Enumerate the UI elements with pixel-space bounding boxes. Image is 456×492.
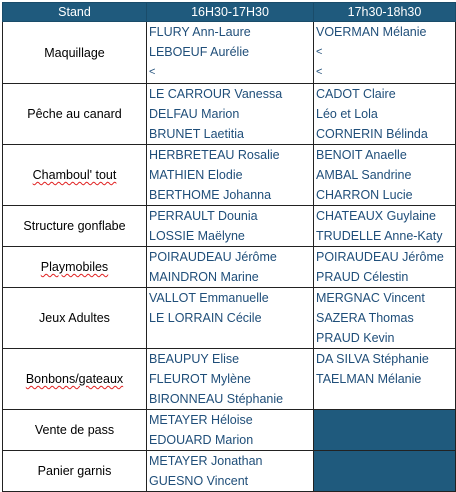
volunteer-name: CORNERIN Bélinda	[316, 127, 428, 141]
volunteer-name: POIRAUDEAU Jérôme	[316, 250, 444, 264]
volunteer-schedule-table	[2, 2, 456, 492]
table-row	[3, 206, 456, 247]
volunteer-name: BERTHOME Johanna	[149, 188, 272, 202]
slot-2-cell	[314, 84, 456, 145]
slot-1-cell	[147, 84, 314, 145]
slot-1-cell	[147, 349, 314, 410]
stand-name-text: Playmobiles	[40, 260, 109, 274]
volunteer-name: Léo et Lola	[316, 107, 378, 121]
volunteer-name: LE LORRAIN Cécile	[149, 311, 262, 325]
header-slot-2: 17h30-18h30	[314, 3, 456, 22]
volunteer-name: LE CARROUR Vanessa	[149, 87, 283, 101]
volunteer-name: BRUNET Laetitia	[149, 127, 244, 141]
stand-name: Jeux Adultes	[3, 288, 147, 349]
slot-1-cell	[147, 451, 314, 492]
volunteer-name: BIRONNEAU Stéphanie	[149, 392, 284, 406]
stand-name	[3, 349, 147, 410]
volunteer-name: MATHIEN Elodie	[149, 168, 243, 182]
volunteer-name: <	[316, 66, 323, 78]
volunteer-name: BEAUPUY Elise	[149, 352, 240, 366]
stand-name-text: Chamboul' tout	[32, 168, 117, 182]
volunteer-name: POIRAUDEAU Jérôme	[149, 250, 277, 264]
slot-2-cell	[314, 247, 456, 288]
slot-2-cell	[314, 206, 456, 247]
volunteer-name: <	[149, 66, 156, 78]
table-row	[3, 247, 456, 288]
stand-name: Pêche au canard	[3, 84, 147, 145]
table-row	[3, 288, 456, 349]
stand-name: Panier garnis	[3, 451, 147, 492]
volunteer-name: <	[316, 46, 323, 58]
slot-2-cell	[314, 349, 456, 410]
volunteer-name: VALLOT Emmanuelle	[149, 291, 269, 305]
slot-1-cell	[147, 145, 314, 206]
volunteer-name: PERRAULT Dounia	[149, 209, 258, 223]
volunteer-name: METAYER Héloise	[149, 413, 253, 427]
header-row	[3, 3, 456, 22]
volunteer-name: FLURY Ann-Laure	[149, 25, 251, 39]
volunteer-name: TAELMAN Mélanie	[316, 372, 422, 386]
volunteer-name: EDOUARD Marion	[149, 433, 254, 447]
stand-name: Vente de pass	[3, 410, 147, 451]
volunteer-name: PRAUD Kevin	[316, 331, 395, 345]
slot-1-cell	[147, 247, 314, 288]
header-stand: Stand	[3, 3, 147, 22]
volunteer-name: AMBAL Sandrine	[316, 168, 412, 182]
slot-1-cell	[147, 22, 314, 84]
slot-1-cell	[147, 410, 314, 451]
slot-1-cell	[147, 206, 314, 247]
volunteer-name: PRAUD Célestin	[316, 270, 409, 284]
stand-name	[3, 145, 147, 206]
volunteer-name: BENOIT Anaelle	[316, 148, 407, 162]
slot-2-cell	[314, 22, 456, 84]
slot-2-cell	[314, 288, 456, 349]
volunteer-name: TRUDELLE Anne-Katy	[316, 229, 443, 243]
slot-2-cell	[314, 145, 456, 206]
stand-name-text: Bonbons/gateaux	[25, 372, 124, 386]
volunteer-name: METAYER Jonathan	[149, 454, 263, 468]
volunteer-name: LOSSIE Maëlyne	[149, 229, 245, 243]
header-slot-1: 16H30-17H30	[147, 3, 314, 22]
volunteer-name: VOERMAN Mélanie	[316, 25, 427, 39]
stand-name: Structure gonflabe	[3, 206, 147, 247]
volunteer-name: HERBRETEAU Rosalie	[149, 148, 280, 162]
unassigned-slot-cell	[314, 451, 456, 492]
volunteer-name: DELFAU Marion	[149, 107, 240, 121]
stand-name	[3, 247, 147, 288]
volunteer-name: GUESNO Vincent	[149, 474, 249, 488]
slot-1-cell	[147, 288, 314, 349]
volunteer-name: MAINDRON Marine	[149, 270, 259, 284]
volunteer-name: SAZERA Thomas	[316, 311, 414, 325]
table-row	[3, 410, 456, 451]
unassigned-slot-cell	[314, 410, 456, 451]
table-row	[3, 451, 456, 492]
table-row	[3, 84, 456, 145]
table-row	[3, 22, 456, 84]
volunteer-name: CADOT Claire	[316, 87, 396, 101]
volunteer-name: CHARRON Lucie	[316, 188, 413, 202]
volunteer-name: MERGNAC Vincent	[316, 291, 425, 305]
table-row	[3, 349, 456, 410]
table-row	[3, 145, 456, 206]
volunteer-name: LEBOEUF Aurélie	[149, 45, 250, 59]
stand-name: Maquillage	[3, 22, 147, 84]
volunteer-name: DA SILVA Stéphanie	[316, 352, 429, 366]
volunteer-name: FLEUROT Mylène	[149, 372, 251, 386]
volunteer-name: CHATEAUX Guylaine	[316, 209, 436, 223]
